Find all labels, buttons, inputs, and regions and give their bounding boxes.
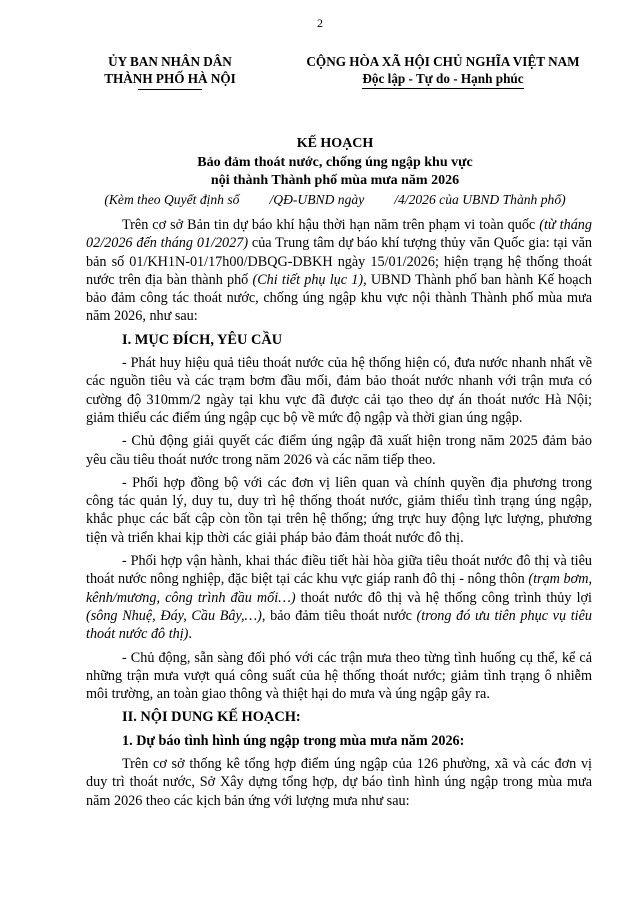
section-1-paragraph-1: - Phát huy hiệu quả tiêu thoát nước của hệ thống hiện có, đưa nước nhanh nhất về các nguồn tiêu và các trạm bơm đầu mối, đảm bảo thoát nước nhanh với trận mưa có cường độ 310mm/2 ngày tại khu vực đã được cải tạo theo dự án thoát nước Hà Nội; giảm thiểu các điểm úng ngập cục bộ về mức độ ngập và thời gian úng ngập. xyxy=(86,355,592,426)
attachment-note-b: /QĐ-UBND ngày xyxy=(269,191,365,207)
p4-text-f: (trong đó ưu tiên phục vụ tiêu thoát nước đô thị) xyxy=(86,607,592,643)
section-1-heading: I. MỤC ĐÍCH, YÊU CẦU xyxy=(122,331,283,348)
section-1-paragraph-2: - Chủ động giải quyết các điểm úng ngập đã xuất hiện trong năm 2025 đảm bảo yêu cầu tiêu thoát nước trong năm 2026 và các năm tiếp theo. xyxy=(86,433,592,468)
section-2-subheading-1: 1. Dự báo tình hình úng ngập trong mùa mưa năm 2026: xyxy=(122,732,465,749)
p4-text-a: - Phối hợp vận hành, khai thác điều tiết hài hòa giữa tiêu thoát nước đô thị và tiêu thoát nước nông nghiệp, đặc biệt tại các khu vực giáp ranh đô thị - nông thôn xyxy=(86,553,592,588)
page-number: 2 xyxy=(317,16,323,30)
agency-line-2: THÀNH PHỐ HÀ NỘI xyxy=(104,71,236,86)
p4-text-d: (sông Nhuệ, Đáy, Cầu Bây,…) xyxy=(86,607,262,624)
plan-title-line-2: nội thành Thành phố mùa mưa năm 2026 xyxy=(210,173,460,188)
p4-text-c: thoát nước đô thị và hệ thống công trình thủy lợi xyxy=(295,589,592,606)
nation-name: CỘNG HÒA XÃ HỘI CHỦ NGHĨA VIỆT NAM xyxy=(306,54,580,69)
intro-text-c: của Trung tâm dự báo khí tượng thủy văn Quốc gia: tại văn bản số 01/KH1N-01/17h00/DBQG-DBKH ngày 15/01/2026; hiện trạng hệ thống thoát nước trên địa bàn thành phố xyxy=(86,235,592,288)
plan-heading: KẾ HOẠCH xyxy=(296,136,374,151)
section-2-paragraph-1: Trên cơ sở thống kê tổng hợp điểm úng ngập của 126 phường, xã và các đơn vị duy trì thoát nước, Sở Xây dựng tổng hợp, dự báo tình hình úng ngập trong mùa mưa năm 2026 theo các kịch bản ứng với lượng mưa như sau: xyxy=(86,756,592,809)
intro-text-a: Trên cơ sở Bản tin dự báo khí hậu thời hạn năm trên phạm vi toàn quốc xyxy=(122,217,540,233)
section-1-paragraph-4 xyxy=(86,552,592,643)
p4-text-e: , bảo đảm tiêu thoát nước xyxy=(261,607,417,624)
intro-text-b: (từ tháng 02/2026 đến tháng 01/2027) xyxy=(86,217,592,252)
national-motto: Độc lập - Tự do - Hạnh phúc xyxy=(362,70,523,89)
attachment-note-a: (Kèm theo Quyết định số xyxy=(104,191,240,207)
attachment-note-c: /4/2026 của UBND Thành phố) xyxy=(394,191,566,207)
national-header xyxy=(278,53,608,89)
plan-title-block xyxy=(70,135,600,209)
agency-line-1: ỦY BAN NHÂN DÂN xyxy=(108,54,232,69)
intro-text-e: UBND Thành phố ban hành Kế hoạch bảo đảm công tác thoát nước, chống úng ngập khu vực nội thành Thành phố mùa mưa năm 2026, như sau: xyxy=(86,271,592,325)
p4-text-b: (trạm bơm, kênh/mương, công trình đầu mối…) xyxy=(86,571,592,606)
document-body xyxy=(86,216,592,815)
issuing-agency xyxy=(75,53,265,90)
agency-underline xyxy=(138,89,202,90)
intro-paragraph xyxy=(86,216,592,326)
intro-text-d: (Chi tiết phụ lục 1), xyxy=(252,271,367,288)
section-1-paragraph-5: - Chủ động, sẵn sàng đối phó với các trận mưa theo từng tình huống cụ thể, kể cả những trận mưa vượt quá công suất của hệ thống thoát nước; giảm tình trạng ô nhiễm môi trường, an toàn giao thông và thiệt hại do mưa và úng ngập gây ra. xyxy=(86,649,592,703)
section-1-paragraph-3: - Phối hợp đồng bộ với các đơn vị liên quan và chính quyền địa phương trong công tác quản lý, duy tu, duy trì hệ thống thoát nước, giảm thiểu tình trạng úng ngập, khắc phục các bất cập còn tồn tại trên hệ thống; ứng trực huy động lực lượng, phương tiện và triển khai kịp thời các giải pháp bảo đảm thoát nước đô thị. xyxy=(86,474,592,546)
section-2-heading: II. NỘI DUNG KẾ HOẠCH: xyxy=(122,709,301,726)
attachment-note xyxy=(70,191,600,210)
plan-title-line-1: Bảo đảm thoát nước, chống úng ngập khu vực xyxy=(197,154,473,170)
p4-text-g: . xyxy=(188,626,192,643)
